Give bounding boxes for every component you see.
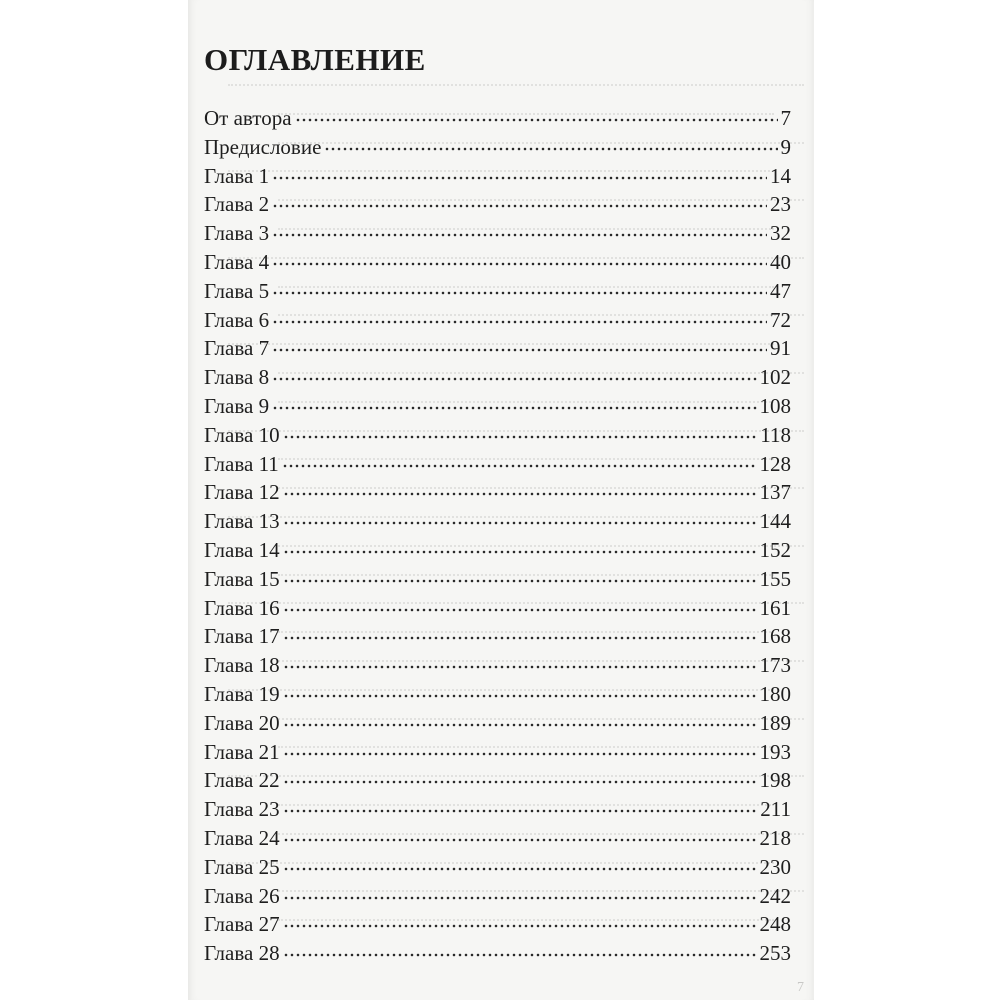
toc-entry-label: Глава 11: [204, 451, 279, 476]
toc-entry[interactable]: [204, 507, 791, 536]
toc-entry[interactable]: [204, 421, 791, 450]
toc-entry-page-number: 211: [760, 797, 791, 822]
toc-entry-page-number: 198: [759, 768, 791, 793]
toc-entry-page-number: 9: [780, 134, 791, 159]
toc-entry[interactable]: [204, 680, 791, 709]
toc-entry-label: Глава 4: [204, 249, 270, 274]
dot-leader: [283, 923, 757, 929]
toc-entry[interactable]: [204, 651, 791, 680]
toc-entry-label: Предисловие: [204, 134, 322, 159]
toc-entry-label: Глава 18: [204, 653, 280, 678]
toc-entry-label: Глава 28: [204, 941, 280, 966]
toc-entry[interactable]: [204, 853, 791, 882]
toc-entry-label: Глава 26: [204, 883, 280, 908]
toc-entry-page-number: 218: [759, 825, 791, 850]
toc-entry-page-number: 7: [780, 106, 791, 130]
dot-leader: [272, 175, 767, 181]
toc-entry-page-number: 173: [759, 653, 791, 678]
toc-entry[interactable]: [204, 133, 791, 162]
toc-entry[interactable]: [204, 594, 791, 623]
toc-entry[interactable]: [204, 450, 791, 479]
dot-leader: [283, 607, 757, 613]
toc-entry[interactable]: [204, 248, 791, 277]
toc-entry[interactable]: [204, 565, 791, 594]
toc-entry-page-number: 91: [770, 336, 791, 361]
dot-leader: [272, 261, 767, 267]
dot-leader: [283, 751, 757, 757]
dot-leader: [272, 203, 767, 209]
toc-entry-page-number: 40: [770, 249, 791, 274]
dot-leader: [283, 549, 757, 555]
toc-entry[interactable]: [204, 392, 791, 421]
dot-leader: [283, 520, 757, 526]
toc-entry-page-number: 108: [759, 393, 791, 418]
toc-entry-label: Глава 2: [204, 192, 270, 217]
dot-leader: [272, 319, 767, 325]
toc-entry[interactable]: [204, 709, 791, 738]
toc-entry-label: Глава 13: [204, 509, 280, 534]
toc-entry-page-number: 242: [759, 883, 791, 908]
dot-leader: [283, 952, 757, 958]
dot-leader: [272, 232, 767, 238]
toc-entry-page-number: 144: [759, 509, 791, 534]
toc-entry-page-number: 155: [759, 566, 791, 591]
toc-entry-page-number: 14: [770, 163, 791, 188]
toc-entry-page-number: 72: [770, 307, 791, 332]
toc-entry-label: Глава 17: [204, 624, 280, 649]
dot-leader: [324, 146, 777, 152]
toc-entry-label: Глава 22: [204, 768, 280, 793]
toc-entry-page-number: 230: [759, 854, 791, 879]
dot-leader: [282, 463, 757, 469]
toc-entry[interactable]: [204, 190, 791, 219]
toc-entry-label: Глава 12: [204, 480, 280, 505]
toc-entry-label: Глава 15: [204, 566, 280, 591]
dot-leader: [283, 693, 757, 699]
toc-entry[interactable]: [204, 162, 791, 191]
dot-leader: [283, 837, 757, 843]
toc-entry-page-number: 118: [760, 422, 791, 447]
dot-leader: [272, 290, 767, 296]
toc-entry-label: Глава 20: [204, 710, 280, 735]
dot-leader: [283, 635, 757, 641]
toc-entry[interactable]: [204, 738, 791, 767]
toc-entry-page-number: 168: [759, 624, 791, 649]
toc-entry[interactable]: [204, 910, 791, 939]
dot-leader: [272, 376, 756, 382]
toc-entry[interactable]: [204, 766, 791, 795]
toc-entry-label: Глава 25: [204, 854, 280, 879]
toc-entry-label: Глава 6: [204, 307, 270, 332]
toc-entry[interactable]: [204, 622, 791, 651]
toc-entry-page-number: 248: [759, 912, 791, 937]
toc-entry-label: Глава 24: [204, 825, 280, 850]
dot-leader: [283, 722, 757, 728]
toc-entry[interactable]: [204, 363, 791, 392]
toc-entry-label: Глава 16: [204, 595, 280, 620]
folio-mark: 7: [797, 980, 804, 995]
toc-entry-label: Глава 23: [204, 797, 280, 822]
dot-leader: [272, 347, 767, 353]
page-title: ОГЛАВЛЕНИЕ: [204, 42, 426, 77]
toc-entry-page-number: 180: [759, 681, 791, 706]
toc-entry-page-number: 32: [770, 221, 791, 246]
toc-entry-label: От автора: [204, 106, 292, 130]
dot-leader: [283, 779, 757, 785]
toc-entry-page-number: 253: [759, 941, 791, 966]
toc-entry-label: Глава 8: [204, 365, 270, 390]
toc-entry-label: Глава 27: [204, 912, 280, 937]
toc-entry[interactable]: [204, 104, 791, 133]
toc-entry-page-number: 193: [759, 739, 791, 764]
dot-leader: [283, 434, 758, 440]
book-page: [188, 0, 814, 1000]
toc-entry-page-number: 23: [770, 192, 791, 217]
toc-entry[interactable]: [204, 478, 791, 507]
toc-entry-label: Глава 19: [204, 681, 280, 706]
dot-leader: [283, 578, 757, 584]
toc-entry-label: Глава 3: [204, 221, 270, 246]
toc-entry-page-number: 47: [770, 278, 791, 303]
toc-entry-page-number: 152: [759, 537, 791, 562]
dot-leader: [283, 808, 758, 814]
toc-entry[interactable]: [204, 306, 791, 335]
toc-entry-label: Глава 5: [204, 278, 270, 303]
dot-leader: [283, 491, 757, 497]
toc-entry-page-number: 161: [759, 595, 791, 620]
dot-leader: [283, 664, 757, 670]
toc-entry[interactable]: [204, 824, 791, 853]
toc-entry[interactable]: [204, 882, 791, 911]
dot-leader: [272, 405, 756, 411]
toc-entry-page-number: 128: [759, 451, 791, 476]
toc-entry[interactable]: [204, 219, 791, 248]
dot-leader: [283, 895, 757, 901]
toc-entry[interactable]: [204, 536, 791, 565]
toc-entry[interactable]: [204, 939, 791, 968]
toc-entry[interactable]: [204, 334, 791, 363]
toc-entry-page-number: 137: [759, 480, 791, 505]
toc-entry-label: Глава 9: [204, 393, 270, 418]
dot-leader: [295, 117, 778, 123]
toc-entry[interactable]: [204, 795, 791, 824]
toc-entry[interactable]: [204, 277, 791, 306]
toc-entry-page-number: 189: [759, 710, 791, 735]
toc-entry-label: Глава 7: [204, 336, 270, 361]
toc-entry-label: Глава 10: [204, 422, 280, 447]
toc-entry-label: Глава 14: [204, 537, 280, 562]
toc-entry-page-number: 102: [759, 365, 791, 390]
table-of-contents: [204, 104, 791, 968]
dot-leader: [283, 866, 757, 872]
toc-entry-label: Глава 1: [204, 163, 270, 188]
toc-entry-label: Глава 21: [204, 739, 280, 764]
